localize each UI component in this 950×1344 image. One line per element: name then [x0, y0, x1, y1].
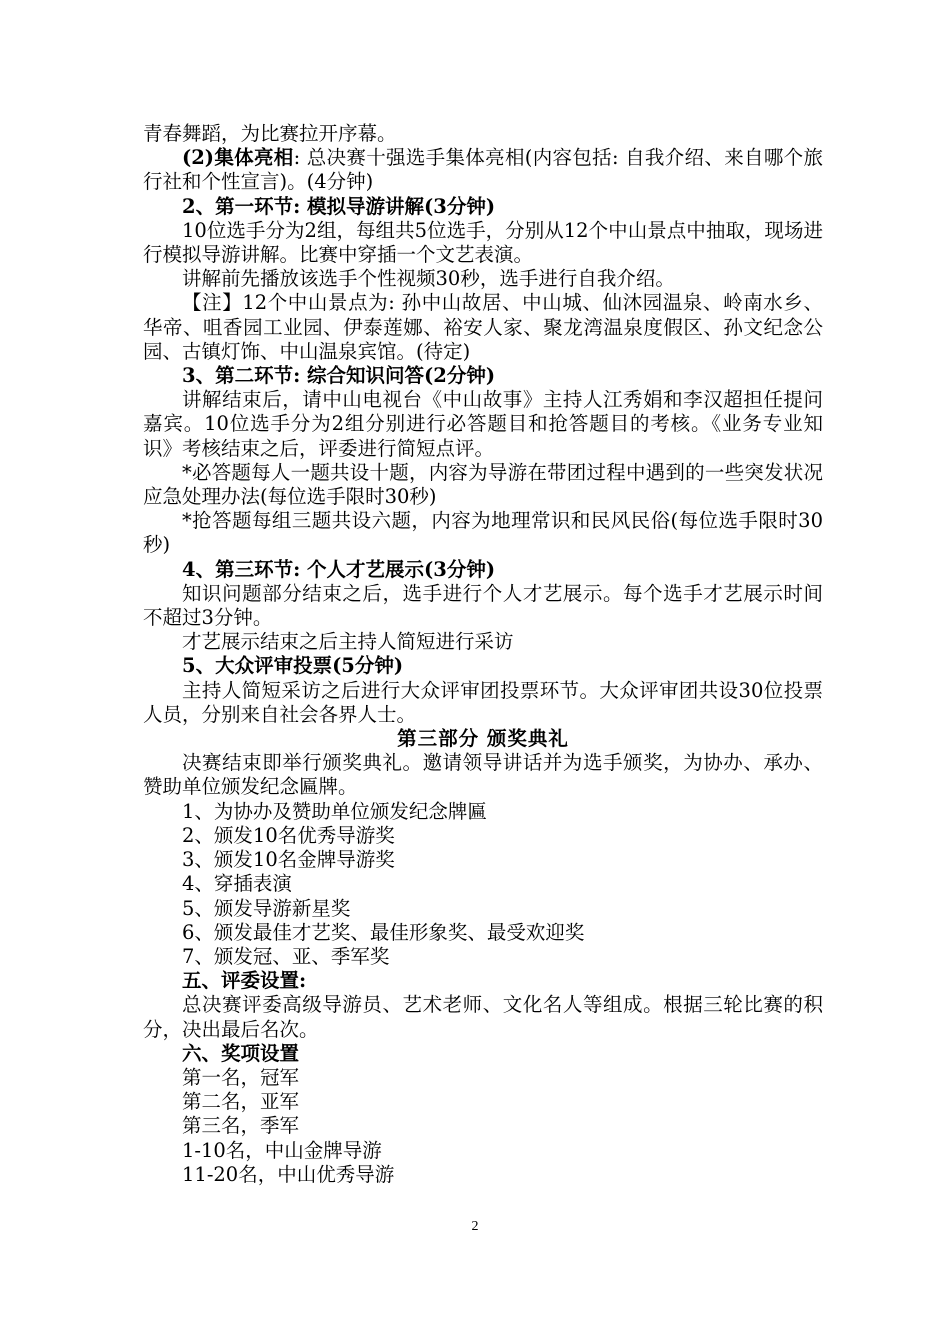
paragraph-round-2-buzzer: *抢答题每组三题共设六题，内容为地理常识和民风民俗(每位选手限时30秒) [143, 509, 823, 557]
list-item-award-5: 11-20名，中山优秀导游 [182, 1162, 395, 1186]
label-group-showcase: (2)集体亮相 [182, 146, 294, 170]
paragraph-round-1-desc: 10位选手分为2组，每组共5位选手，分别从12个中山景点中抽取，现场进行模拟导游讲解。比赛中穿插一个文艺表演。 [143, 218, 823, 267]
list-item-award-4: 1-10名，中山金牌导游 [182, 1138, 382, 1162]
list-item-award-3: 第三名，季军 [182, 1114, 300, 1138]
paragraph-opening: 青春舞蹈，为比赛拉开序幕。 [143, 122, 397, 145]
list-item-ceremony-6: 6、颁发最佳才艺奖、最佳形象奖、最受欢迎奖 [182, 920, 585, 944]
heading-awards: 六、奖项设置 [182, 1041, 300, 1065]
paragraph-judges-desc: 总决赛评委高级导游员、艺术老师、文化名人等组成。根据三轮比赛的积分，决出最后名次。 [143, 993, 823, 1041]
heading-public-vote: 5、大众评审投票(5分钟) [182, 654, 404, 678]
paragraph-round-1-video: 讲解前先播放该选手个性视频30秒，选手进行自我介绍。 [182, 267, 675, 291]
list-item-ceremony-3: 3、颁发10名金牌导游奖 [182, 848, 395, 872]
heading-part-3: 第三部分 颁奖典礼 [397, 727, 569, 751]
list-item-ceremony-1: 1、为协办及赞助单位颁发纪念牌匾 [182, 799, 487, 823]
paragraph-public-vote-desc: 主持人简短采访之后进行大众评审团投票环节。大众评审团共设30位投票人员，分别来自社会各界人士。 [143, 678, 823, 726]
paragraph-group-showcase-body: : 总决赛十强选手集体亮相(内容包括: 自我介绍、来自哪个旅行社和个性宣言)。(4分钟) [143, 146, 823, 194]
paragraph-round-2-required: *必答题每人一题共设十题，内容为导游在带团过程中遇到的一些突发状况应急处理办法(每位选手限时30秒) [143, 460, 823, 509]
page-body [143, 122, 823, 1187]
list-item-ceremony-7: 7、颁发冠、亚、季军奖 [182, 944, 390, 968]
paragraph-group-showcase [143, 146, 823, 194]
heading-judges: 五、评委设置: [182, 969, 307, 993]
paragraph-round-1-note: 【注】12个中山景点为: 孙中山故居、中山城、仙沐园温泉、岭南水乡、华帝、咀香园工业园、伊泰莲娜、裕安人家、聚龙湾温泉度假区、孙文纪念公园、古镇灯饰、中山温泉宾馆。(待定) [143, 291, 823, 363]
paragraph-ceremony-desc: 决赛结束即举行颁奖典礼。邀请领导讲话并为选手颁奖，为协办、承办、赞助单位颁发纪念匾牌。 [143, 751, 823, 799]
list-item-award-2: 第二名，亚军 [182, 1090, 300, 1114]
heading-round-1: 2、第一环节: 模拟导游讲解(3分钟) [182, 194, 496, 218]
paragraph-round-3-interview: 才艺展示结束之后主持人简短进行采访 [182, 630, 514, 654]
list-item-ceremony-2: 2、颁发10名优秀导游奖 [182, 823, 395, 847]
paragraph-round-2-desc: 讲解结束后，请中山电视台《中山故事》主持人江秀娟和李汉超担任提问嘉宾。10位选手分为2组分别进行必答题目和抢答题目的考核。《业务专业知识》考核结束之后，评委进行简短点评。 [143, 388, 823, 460]
heading-round-2: 3、第二环节: 综合知识问答(2分钟) [182, 364, 496, 388]
list-item-ceremony-4: 4、穿插表演 [182, 872, 292, 896]
page-number: 2 [471, 1219, 479, 1234]
list-item-ceremony-5: 5、颁发导游新星奖 [182, 896, 351, 920]
paragraph-round-3-desc: 知识问题部分结束之后，选手进行个人才艺展示。每个选手才艺展示时间不超过3分钟。 [143, 581, 823, 630]
heading-round-3: 4、第三环节: 个人才艺展示(3分钟) [182, 557, 496, 581]
list-item-award-1: 第一名，冠军 [182, 1065, 300, 1089]
